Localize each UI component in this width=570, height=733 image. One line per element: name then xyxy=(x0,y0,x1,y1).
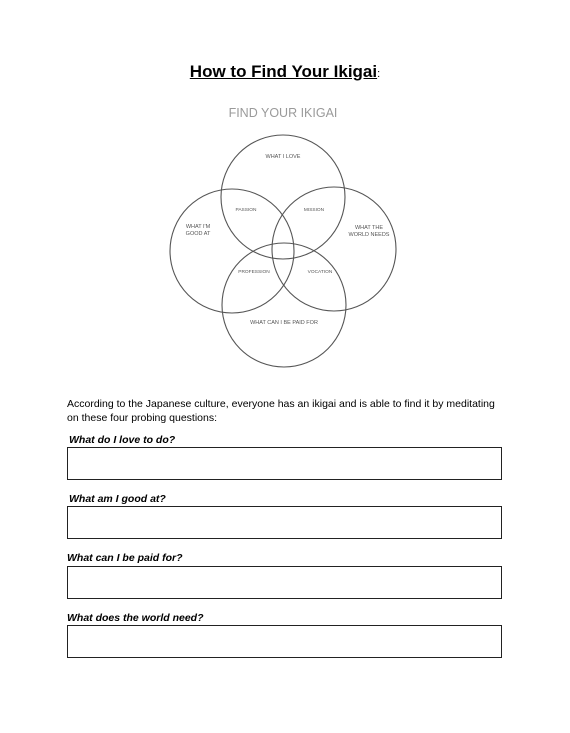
overlap-mission: MISSION xyxy=(303,208,325,213)
venn-svg xyxy=(150,96,420,376)
question-paid-for-label: What can I be paid for? xyxy=(67,552,183,564)
circle-what-the-world-needs xyxy=(272,187,396,311)
page-title-colon: : xyxy=(377,68,381,80)
question-love-label: What do I love to do? xyxy=(69,434,176,446)
label-good-at-line1: WHAT I'M xyxy=(185,224,211,230)
label-good-at-line2: GOOD AT xyxy=(185,231,211,237)
question-world-needs-label: What does the world need? xyxy=(67,612,204,624)
page-title-text: How to Find Your Ikigai xyxy=(189,62,378,81)
overlap-profession: PROFESSION xyxy=(238,270,270,275)
diagram-heading: FIND YOUR IKIGAI xyxy=(228,106,338,120)
overlap-passion: PASSION xyxy=(235,208,257,213)
label-world-needs-line1: WHAT THE xyxy=(354,225,384,231)
question-good-at-label: What am I good at? xyxy=(69,493,166,505)
answer-box-good-at[interactable] xyxy=(67,506,502,539)
overlap-vocation: VOCATION xyxy=(307,270,333,275)
label-world-needs-line2: WORLD NEEDS xyxy=(348,232,390,238)
label-what-can-i-be-paid-for: WHAT CAN I BE PAID FOR xyxy=(250,320,318,326)
label-what-i-love: WHAT I LOVE xyxy=(265,154,301,160)
answer-box-paid-for[interactable] xyxy=(67,566,502,599)
answer-box-love[interactable] xyxy=(67,447,502,480)
ikigai-venn-diagram xyxy=(150,96,420,376)
circle-what-can-i-be-paid-for xyxy=(222,243,346,367)
page-title xyxy=(0,62,570,82)
circle-what-im-good-at xyxy=(170,189,294,313)
intro-paragraph: According to the Japanese culture, everyone has an ikigai and is able to find it by meditating on these four probing questions: xyxy=(67,398,495,424)
answer-box-world-needs[interactable] xyxy=(67,625,502,658)
